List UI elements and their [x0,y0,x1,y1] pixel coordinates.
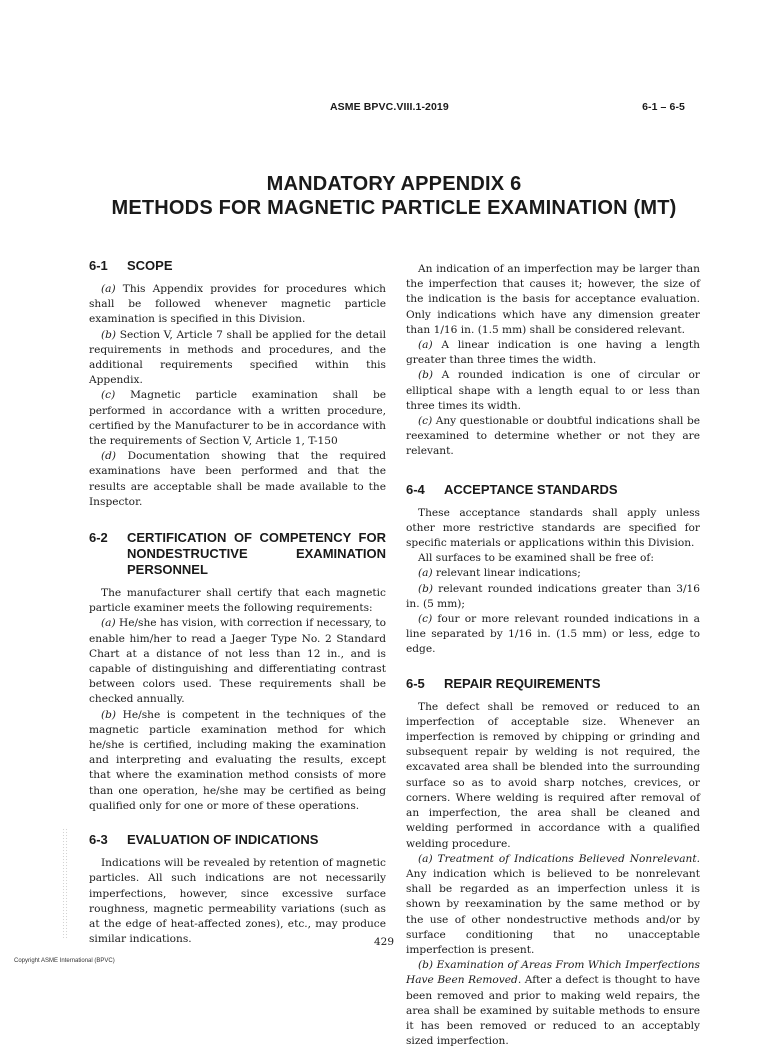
paragraph [406,368,700,414]
section-number: 6-3 [89,832,108,848]
paragraph [89,449,386,510]
item-text: Magnetic particle examination shall be performed in accordance with a written procedure, certified by the Manufacturer to be in accordance with the requirements of Section V, Article 1, T-150 [89,389,386,448]
section-heading-6-4 [406,482,700,498]
item-text: in. (1.5 mm) or less, edge to edge. [406,628,700,656]
item-tag: (b) [101,708,117,721]
item-text: This Appendix provides for procedures which shall be followed whenever magnetic particle examination is specified in this Division. [89,283,386,326]
item-text: All surfaces to be examined shall be free of: [418,552,654,565]
item-text: in. (5 mm); [406,597,465,610]
section-heading-6-2 [89,530,386,578]
item-tag: (d) [101,450,117,463]
item-text: relevant rounded indications greater than [433,582,677,595]
item-tag: (c) [418,415,433,428]
paragraph [406,612,700,658]
item-tag: (c) [101,389,116,402]
section-title: ACCEPTANCE STANDARDS [444,481,618,497]
item-text: The manufacturer shall certify that each magnetic particle examiner meets the following requirements: [89,587,386,615]
item-tag: (a) [418,567,433,580]
running-header-page-range: 6-1 – 6-5 [642,101,685,113]
item-text: relevant linear indications; [432,567,581,580]
item-text: The defect shall be removed or reduced to an imperfection of acceptable size. Whenever an imperfection is removed by chipping or grinding and subsequent repair by welding is not required, the excavated area shall be blended into the surrounding surface so as to avoid sharp notches, crevices, or corners. Where welding is required after removal of an imperfection, the area shall be cleaned and welding performed in accordance with a qualified welding procedure. [406,700,700,850]
paragraph [89,282,386,328]
item-text: Indications will be revealed by retention of magnetic particles. All such indications are not necessarily imperfections, however, since excessive surface roughness, magnetic permeability variations (such as at the edge of heat-affected zones), etc., may produce similar indications. [89,857,386,946]
scan-artifact [62,828,68,938]
section-title: CERTIFICATION OF COMPETENCY FOR NONDESTRUCTIVE EXAMINATION PERSONNEL [127,530,386,578]
paragraph [89,708,386,814]
item-tag: (b) [418,582,434,595]
section-number: 6-5 [406,675,425,691]
section-title: REPAIR REQUIREMENTS [444,675,601,691]
paragraph [406,414,700,460]
paragraph [406,582,700,612]
section-number: 6-2 [89,530,108,546]
section-title: SCOPE [127,258,173,273]
item-tag: (a) [418,852,433,865]
page-number: 429 [373,936,395,948]
section-title: EVALUATION OF INDICATIONS [127,832,319,848]
item-text: After a defect is thought to have been removed and prior to making weld repairs, the area shall be examined by suitable methods to ensure it has been removed or reduced to an acceptably sized imperfection. [406,974,701,1048]
paragraph [406,262,700,338]
running-header-standard: ASME BPVC.VIII.1-2019 [330,101,449,113]
item-text: These acceptance standards shall apply unless other more restrictive standards are specified for specific materials or applications within this Division. [406,506,700,550]
item-text: in. (1.5 mm) shall be considered relevant. [457,323,686,336]
item-text: four or more relevant rounded indications in a line separated by [406,613,700,641]
item-tag: (a) [101,283,116,295]
fraction: 3/16 [676,582,700,595]
paragraph [406,700,700,852]
paragraph [406,551,700,566]
item-tag: (b) [101,328,117,341]
item-text: Any indication which is believed to be nonrelevant shall be regarded as an imperfection unless it is shown by reexamination by the same method or by the use of other nondestructive methods and/or by surface conditioning that no unacceptable imperfection is present. [406,867,700,956]
paragraph [406,338,700,368]
paragraph [406,958,700,1049]
item-text: He/she has vision, with correction if necessary, to enable him/her to read a Jaeger Type No. 2 Standard Chart at a distance of not less than 12 in., and is capable of distinguishing and differentiating contrast between colors used. These requirements shall be checked annually. [89,617,386,706]
appendix-title-line1: MANDATORY APPENDIX 6 [266,173,522,195]
paragraph [89,586,386,616]
item-tag: (a) [418,339,433,352]
section-number: 6-1 [89,258,108,273]
fraction: 1/16 [433,323,458,336]
item-text: A rounded indication is one of circular or elliptical shape with a length equal to or less than three times its width. [406,369,700,412]
item-text: He/she is competent in the techniques of the magnetic particle examination method for which he/she is certified, including making the examination and interpreting and evaluating the results, except that where the examination method consists of more than one operation, he/she may be certified as being qualified only for one or more of these operations. [89,708,386,812]
right-column [406,262,700,1049]
left-column [89,258,386,947]
paragraph [89,388,386,449]
item-text: An indication of an imperfection may be larger than the imperfection that causes it; however, the size of the indication is the basis for acceptance evaluation. Only indications which have any dimension greater than [406,263,700,336]
item-heading: Treatment of Indications Believed Nonrelevant. [432,852,700,865]
appendix-title-line2: METHODS FOR MAGNETIC PARTICLE EXAMINATION (MT) [111,197,677,219]
paragraph [406,566,700,581]
section-heading-6-1 [89,258,386,274]
section-heading-6-5 [406,676,700,692]
section-number: 6-4 [406,481,425,497]
item-text: Section V, Article 7 shall be applied for the detail requirements in methods and procedures, and the additional requirements specified within this Appendix. [89,328,386,387]
item-text: Documentation showing that the required examinations have been performed and that the results are acceptable shall be made available to the Inspector. [89,450,386,508]
item-text: A linear indication is one having a length greater than three times the width. [406,339,700,367]
paragraph [406,506,700,552]
appendix-title [60,172,728,220]
fraction: 1/16 [508,628,532,641]
copyright-text: Copyright ASME International (BPVC) [14,958,115,964]
paragraph [89,616,386,707]
section-heading-6-3 [89,832,386,848]
paragraph [89,856,386,947]
item-tag: (b) [418,959,434,972]
paragraph [89,328,386,389]
item-tag: (b) [418,369,434,382]
item-tag: (c) [418,613,433,626]
item-text: Any questionable or doubtful indications shall be reexamined to determine whether or not they are relevant. [406,415,700,458]
footer-copyright [14,958,115,965]
item-tag: (a) [101,617,116,630]
item-heading: Examination of Areas From Which Imperfections Have Been Removed. [406,959,700,987]
